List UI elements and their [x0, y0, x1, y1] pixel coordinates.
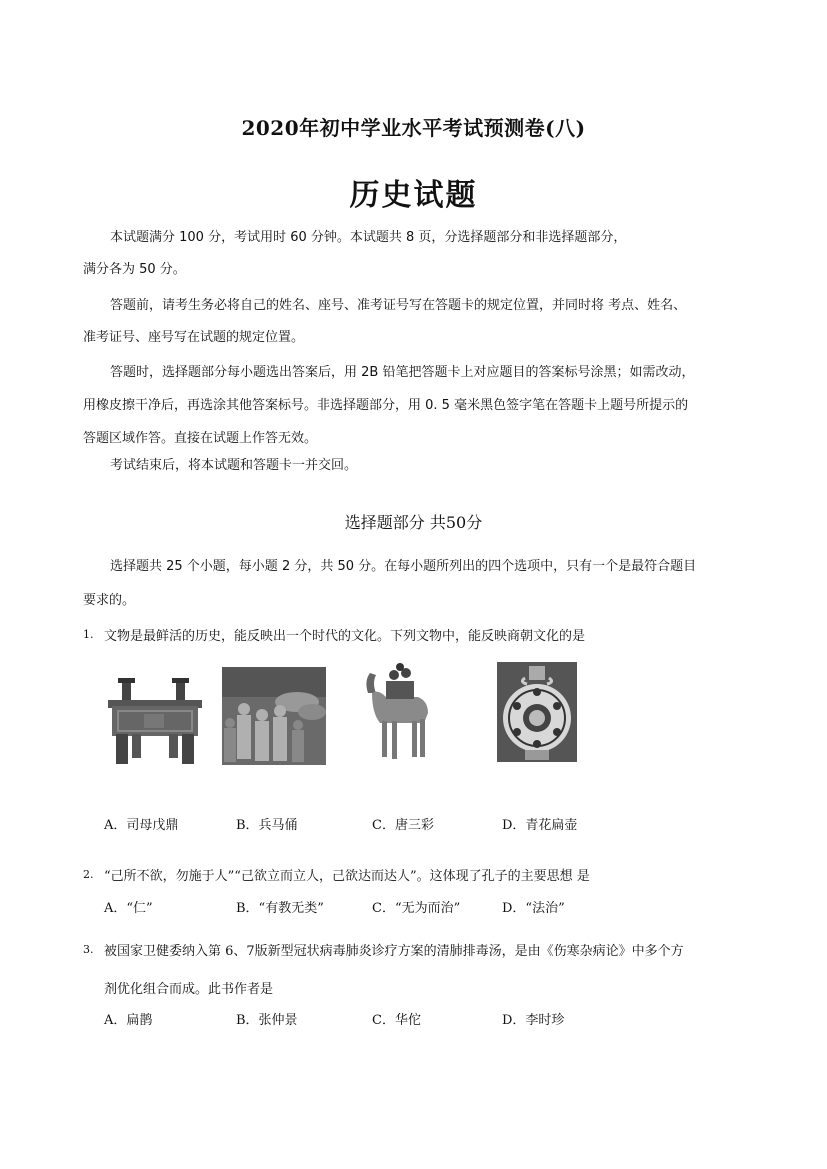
question-number: 2. — [83, 868, 94, 881]
blue-white-flask-image — [497, 662, 577, 762]
terracotta-warriors-image — [222, 667, 326, 765]
section-intro: 要求的。 — [83, 593, 136, 608]
question-number: 3. — [83, 943, 94, 956]
instruction-line: 考试结束后，将本试题和答题卡一并交回。 — [110, 458, 358, 473]
section-intro: 选择题共 25 个小题，每小题 2 分，共 50 分。在每小题所列出的四个选项中，只有一个是最符合题目 — [110, 559, 697, 574]
section-heading: 选择题部分 共50分 — [344, 513, 483, 532]
instruction-line: 准考证号、座号写在试题的规定位置。 — [83, 330, 305, 345]
option-b[interactable]: B．兵马俑 — [236, 818, 298, 833]
subject-title: 历史试题 — [349, 178, 478, 213]
option-c[interactable]: C．唐三彩 — [372, 818, 434, 833]
option-d[interactable]: D．青花扁壶 — [502, 818, 578, 833]
question-stem: 被国家卫健委纳入第 6、7版新型冠状病毒肺炎诊疗方案的清肺排毒汤，是由《伤寒杂病论》中多个方 — [104, 944, 684, 959]
question-number: 1. — [83, 628, 94, 641]
exam-title: 2020年初中学业水平考试预测卷(八) — [241, 116, 586, 140]
option-d[interactable]: D．李时珍 — [502, 1013, 565, 1028]
option-b[interactable]: B．张仲景 — [236, 1013, 298, 1028]
option-c[interactable]: C．“无为而治” — [372, 901, 461, 916]
instruction-line: 答题区域作答。直接在试题上作答无效。 — [83, 431, 318, 446]
question-stem: 文物是最鲜活的历史，能反映出一个时代的文化。下列文物中，能反映商朝文化的是 — [104, 629, 586, 644]
option-c[interactable]: C．华佗 — [372, 1013, 421, 1028]
instruction-line: 满分各为 50 分。 — [83, 262, 186, 277]
instruction-line: 本试题满分 100 分，考试用时 60 分钟。本试题共 8 页，分选择题部分和非选择题部分， — [110, 230, 627, 245]
instruction-line: 答题时，选择题部分每小题选出答案后，用 2B 铅笔把答题卡上对应题目的答案标号涂黑；如需改动， — [110, 365, 695, 380]
question-stem: “己所不欲，勿施于人”“己欲立而立人，己欲达而达人”。这体现了孔子的主要思想 是 — [104, 869, 590, 884]
tang-sancai-camel-image — [358, 663, 436, 767]
instruction-line: 答题前，请考生务必将自己的姓名、座号、准考证号写在答题卡的规定位置，并同时将 考点、姓名、 — [110, 298, 687, 313]
option-d[interactable]: D．“法治” — [502, 901, 565, 916]
question-stem: 剂优化组合而成。此书作者是 — [104, 982, 274, 997]
instruction-line: 用橡皮擦干净后，再选涂其他答案标号。非选择题部分，用 0. 5 毫米黑色签字笔在答题卡上题号所提示的 — [83, 398, 689, 413]
option-b[interactable]: B．“有教无类” — [236, 901, 324, 916]
option-a[interactable]: A．“仁” — [104, 901, 153, 916]
option-a[interactable]: A．司母戊鼎 — [104, 818, 179, 833]
option-a[interactable]: A．扁鹊 — [104, 1013, 153, 1028]
ding-image — [104, 676, 206, 768]
